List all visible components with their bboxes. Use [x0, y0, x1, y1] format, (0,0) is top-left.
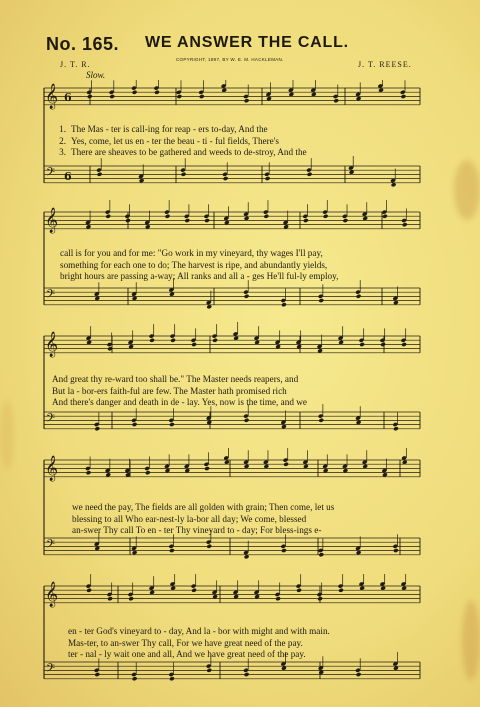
note-head [94, 426, 100, 431]
verse-text: There are sheaves to be gathered and weeds to de-stroy, And the [71, 147, 307, 158]
note-head [97, 172, 103, 177]
note-head [86, 588, 92, 593]
hymn-header [0, 34, 480, 74]
note-head [359, 342, 365, 347]
verse-line: Mas-ter, to an-swer Thy call, For we have great need of the pay. [68, 637, 303, 648]
verse-number: 2. [59, 135, 66, 146]
note-head [109, 94, 115, 99]
note-head [401, 94, 407, 99]
treble-clef-icon: 𝄞 [45, 456, 59, 481]
note-head [223, 176, 229, 181]
note-head [165, 214, 171, 219]
note-head [244, 672, 250, 677]
note-head [244, 418, 250, 423]
note-head [380, 342, 386, 347]
note-head [149, 338, 155, 343]
verse-line: something for each one to do; The harvest is ripe, and abundantly yields, [60, 259, 328, 270]
note-head [169, 422, 175, 427]
note-head [132, 90, 138, 95]
note-head [199, 94, 205, 99]
note-head [401, 342, 407, 347]
note-head [184, 218, 190, 223]
note-head [382, 214, 388, 219]
note-head [204, 218, 210, 223]
lyricist-credit: J. T. R. [60, 60, 91, 69]
note-head [181, 172, 187, 177]
copyright-notice: COPYRIGHT, 1897, BY W. E. M. HACKLEMAN. [176, 57, 284, 62]
note-head [132, 422, 138, 427]
note-head [333, 98, 339, 103]
verse-number: 3. [59, 147, 66, 158]
note-head [204, 466, 210, 471]
note-head [318, 552, 324, 557]
note-head [206, 668, 212, 673]
treble-clef-icon: 𝄞 [45, 208, 59, 233]
verse-line: And there's danger and death in de - lay. Yes, now is the time, and we [52, 397, 307, 408]
note-head [128, 596, 134, 601]
verse-text: The Mas - ter is call-ing for reap - ers to-day, And the [71, 124, 268, 134]
note-head [169, 676, 175, 681]
note-head [323, 214, 329, 219]
note-head [244, 294, 250, 299]
note-head [177, 94, 183, 99]
bass-clef-icon: 𝄢 [46, 412, 56, 428]
note-head [154, 90, 160, 95]
note-head [86, 470, 92, 475]
bass-clef-icon: 𝄢 [46, 662, 56, 678]
verse-line: But la - bor-ers faith-ful are few. The Master hath promised rich [52, 385, 287, 396]
note-head [356, 672, 362, 677]
note-head [281, 548, 287, 553]
note-head [356, 294, 362, 299]
note-head [206, 544, 212, 549]
note-head [132, 676, 138, 681]
bass-clef-icon: 𝄢 [46, 538, 56, 554]
treble-staff [44, 88, 420, 105]
note-head [318, 418, 324, 423]
verse-line [0, 147, 480, 159]
verse-line: ter - nal - ly wait one and all, And we have great need of the pay. [68, 649, 306, 660]
bass-clef-icon: 𝄢 [46, 166, 56, 182]
time-signature: 6 [64, 91, 72, 104]
note-head [170, 338, 176, 343]
verse-number: 1. [59, 124, 66, 134]
lyrics-system-4 [72, 502, 422, 537]
note-head [393, 548, 399, 553]
lyrics-system-2 [60, 248, 420, 283]
note-head [303, 218, 309, 223]
note-head [402, 222, 408, 227]
note-head [191, 588, 197, 593]
verse-line: call is for you and for me: "Go work in my vineyard, thy wages I'll pay, [60, 248, 323, 258]
bass-staff [44, 662, 420, 679]
hymn-number: No. 165. [46, 34, 120, 54]
bass-clef-icon: 𝄢 [46, 288, 56, 304]
note-head [338, 588, 344, 593]
note-head [283, 462, 289, 467]
verse-line: an-swer Thy call To en - ter Thy vineyard to - day; For bless-ings e- [72, 525, 322, 536]
note-head [244, 98, 250, 103]
note-head [169, 548, 175, 553]
note-head [296, 588, 302, 593]
verse-line [0, 136, 480, 148]
note-head [275, 596, 281, 601]
note-head [263, 214, 269, 219]
treble-clef-icon: 𝄞 [45, 84, 59, 109]
note-head [105, 214, 111, 219]
lyrics-system-3 [52, 374, 420, 409]
note-head [145, 470, 151, 475]
verse-line: And great thy re-ward too shall be." The Master needs reapers, and [52, 374, 299, 384]
note-head [393, 426, 399, 431]
verse-line: blessing to all Who ear-nest-ly la-bor all day; We come, blessed [72, 513, 307, 524]
note-head [191, 342, 197, 347]
treble-clef-icon: 𝄞 [45, 582, 59, 607]
lyrics-system-1 [0, 124, 480, 159]
note-head [318, 298, 324, 303]
treble-clef-icon: 𝄞 [45, 332, 59, 357]
bass-staff [44, 412, 420, 429]
verse-line: en - ter God's vineyard to - day, And la - bor with might and with main. [68, 626, 330, 636]
verse-text: Yes, come, let us en - ter the beau - ti - ful fields, There's [71, 135, 279, 146]
bass-staff [44, 538, 420, 555]
note-head [212, 338, 218, 343]
verse-line: we need the pay, The fields are all golden with grain; Then come, let us [72, 502, 335, 512]
lyrics-system-5 [68, 626, 422, 661]
verse-line: bright hours are passing a-way; All ranks and all a - ges He'll ful-ly employ, [60, 271, 339, 282]
note-head [343, 218, 349, 223]
time-signature: 6 [64, 170, 72, 183]
bass-staff [44, 288, 420, 305]
hymn-title: WE ANSWER THE CALL. [145, 34, 349, 51]
verse-line [0, 124, 480, 136]
tempo-marking: Slow. [86, 70, 106, 80]
note-head [94, 672, 100, 677]
note-head [107, 596, 113, 601]
note-head [265, 176, 271, 181]
note-head [281, 302, 287, 307]
composer-credit: J. T. REESE. [358, 60, 412, 69]
note-head [307, 172, 313, 177]
